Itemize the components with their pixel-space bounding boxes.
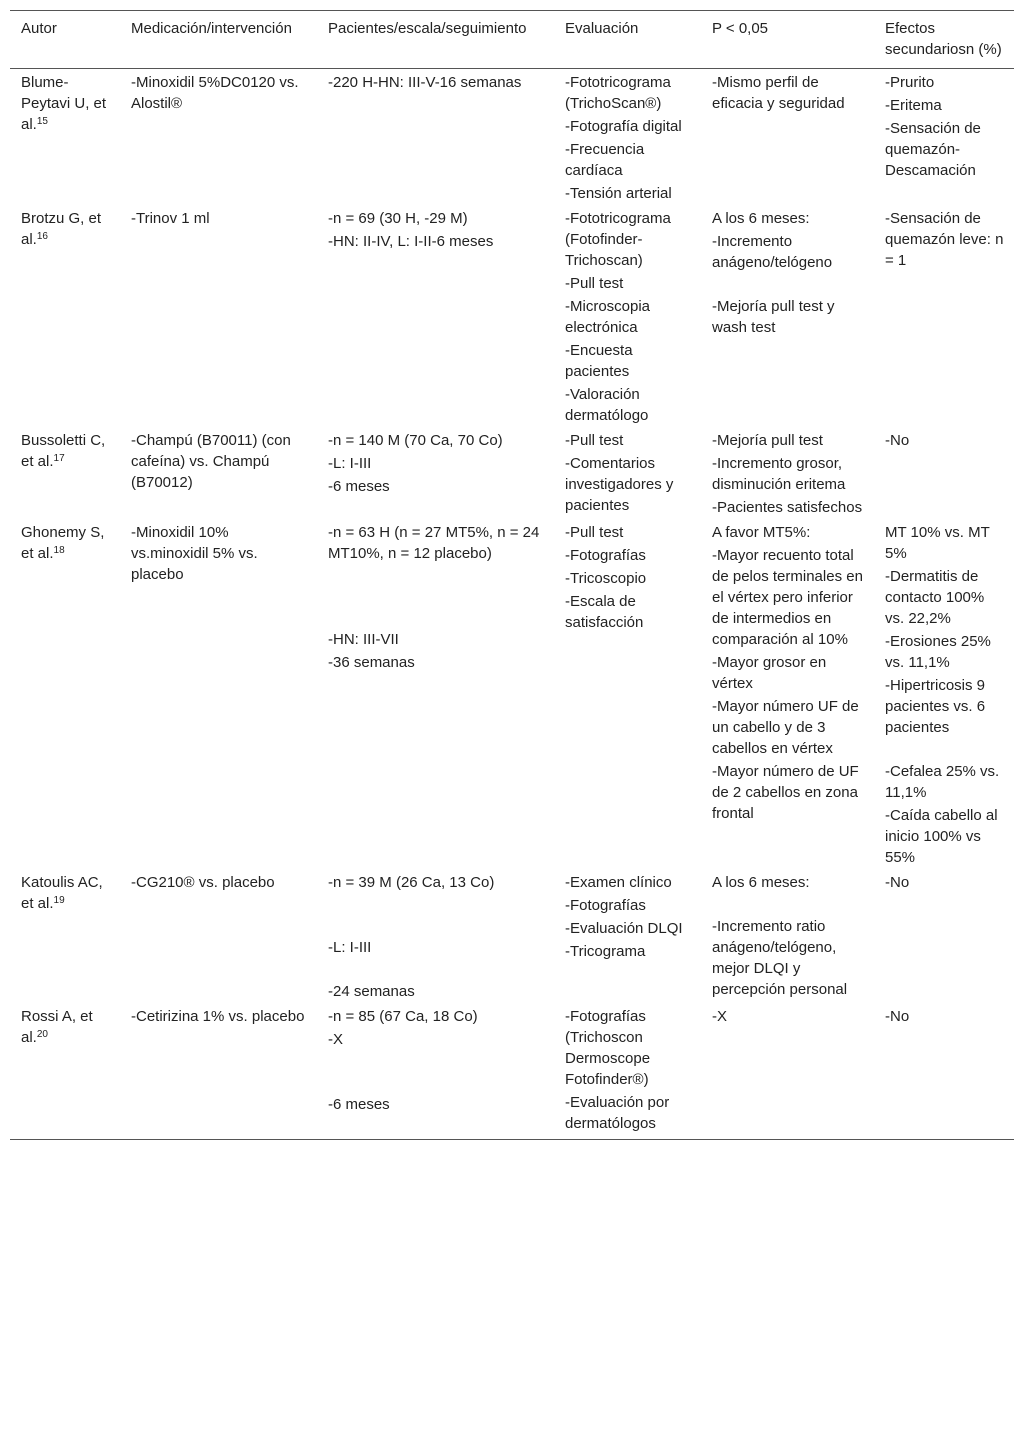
cell-line: -6 meses [328,478,390,495]
cell-evaluacion [554,1005,701,1140]
cell-line: -Fotografías [565,897,646,914]
spacer [328,960,544,981]
cell-line: -CG210® vs. placebo [131,874,275,891]
cell-line: A los 6 meses: [712,874,810,891]
cell-evaluacion [554,69,701,208]
cell-line: -X [712,1008,727,1025]
table-container [10,10,1014,1140]
cell-autor [10,429,120,521]
cell-line: -Minoxidil 10% vs.minoxidil 5% vs. placebo [131,524,258,583]
cell-line: -Mayor recuento total de pelos terminales en el vértex pero inferior de intermedios en comparación al 10% [712,547,863,648]
cell-line: -Cetirizina 1% vs. placebo [131,1008,305,1025]
cell-line: -Sensación de quemazón-Descamación [885,120,981,179]
cell-p-value [701,521,874,871]
cell-medicacion [120,1005,317,1140]
spacer [328,1073,544,1094]
cell-line: -Caída cabello al inicio 100% vs 55% [885,807,998,866]
table-row [10,207,1014,429]
cell-line: -Mejoría pull test y wash test [712,298,835,336]
cell-line: -Microscopia electrónica [565,298,651,336]
cell-line: -Examen clínico [565,874,672,891]
cell-line: -n = 69 (30 H, -29 M) [328,210,468,227]
table-row [10,429,1014,521]
cell-efectos [874,521,1014,871]
cell-evaluacion [554,521,701,871]
cell-pacientes [317,1005,554,1140]
cell-autor [10,1005,120,1140]
cell-line: -220 H-HN: III-V-16 semanas [328,74,522,91]
table-row [10,521,1014,871]
spacer [328,566,544,587]
reference-number: 20 [36,1029,48,1040]
cell-line: -n = 140 M (70 Ca, 70 Co) [328,432,503,449]
cell-line: -Frecuencia cardíaca [565,141,645,179]
cell-line: -Mayor número de UF de 2 cabellos en zona frontal [712,763,859,822]
cell-efectos [874,429,1014,521]
cell-medicacion [120,69,317,208]
cell-p-value [701,69,874,208]
cell-autor [10,207,120,429]
cell-line: -No [885,432,910,449]
cell-line: A favor MT5%: [712,524,811,541]
cell-pacientes [317,69,554,208]
cell-line: -Incremento grosor, disminución eritema [712,455,846,493]
cell-line: -Fotografías [565,547,646,564]
cell-line: -Comentarios investigadores y pacientes [565,455,674,514]
cell-line: -Mayor número UF de un cabello y de 3 cabellos en vértex [712,698,859,757]
cell-line: -No [885,1008,910,1025]
author-name: Katoulis AC, et al. [21,874,103,912]
cell-line: -36 semanas [328,654,415,671]
cell-pacientes [317,207,554,429]
spacer [328,916,544,937]
clinical-studies-table [10,10,1014,1140]
cell-line: -Evaluación por dermatólogos [565,1094,670,1132]
cell-line: -Minoxidil 5%DC0120 vs. Alostil® [131,74,299,112]
table-row [10,69,1014,208]
cell-line: -Mayor grosor en vértex [712,654,827,692]
cell-efectos [874,207,1014,429]
cell-line: -Sensación de quemazón leve: n = 1 [885,210,1004,269]
cell-evaluacion [554,207,701,429]
cell-line: -n = 85 (67 Ca, 18 Co) [328,1008,478,1025]
cell-line: -Mismo perfil de eficacia y seguridad [712,74,845,112]
cell-medicacion [120,521,317,871]
cell-line: -24 semanas [328,983,415,1000]
cell-line: -Encuesta pacientes [565,342,633,380]
cell-line: -Champú (B70011) (con cafeína) vs. Champú (B70012) [131,432,291,491]
cell-line: -n = 39 M (26 Ca, 13 Co) [328,874,495,891]
spacer [885,740,1004,761]
spacer [328,1052,544,1073]
header-medicacion: Medicación/intervención [120,11,317,69]
cell-autor [10,871,120,1005]
cell-line: -No [885,874,910,891]
cell-line: -Escala de satisfacción [565,593,644,631]
table-header-row [10,11,1014,69]
cell-medicacion [120,429,317,521]
spacer [712,275,864,296]
cell-line: -Incremento ratio anágeno/telógeno, mejor DLQI y percepción personal [712,918,848,998]
cell-p-value [701,429,874,521]
cell-line: -Trinov 1 ml [131,210,210,227]
cell-line: A los 6 meses: [712,210,810,227]
spacer [328,608,544,629]
cell-p-value [701,207,874,429]
cell-line: -Valoración dermatólogo [565,386,649,424]
spacer [328,587,544,608]
cell-efectos [874,1005,1014,1140]
cell-line: -Cefalea 25% vs. 11,1% [885,763,1000,801]
reference-number: 16 [36,231,48,242]
cell-line: -X [328,1031,343,1048]
cell-line: -Fototricograma (Fotofinder-Trichoscan) [565,210,671,269]
cell-line: -Pull test [565,432,624,449]
cell-line: -n = 63 H (n = 27 MT5%, n = 24 MT10%, n = 12 placebo) [328,524,540,562]
cell-p-value [701,1005,874,1140]
cell-line: -Prurito [885,74,935,91]
cell-efectos [874,871,1014,1005]
header-pacientes: Pacientes/escala/seguimiento [317,11,554,69]
cell-line: -Fotografía digital [565,118,682,135]
cell-efectos [874,69,1014,208]
cell-line: -Evaluación DLQI [565,920,683,937]
author-name: Rossi A, et al. [21,1008,93,1046]
reference-number: 17 [53,453,65,464]
header-efectos: Efectos secundariosn (%) [874,11,1014,69]
cell-line: MT 10% vs. MT 5% [885,524,990,562]
cell-line: -Dermatitis de contacto 100% vs. 22,2% [885,568,985,627]
cell-line: -HN: II-IV, L: I-II-6 meses [328,233,494,250]
cell-evaluacion [554,871,701,1005]
cell-line: -Tensión arterial [565,185,672,202]
table-row [10,1005,1014,1140]
cell-pacientes [317,871,554,1005]
cell-line: -Fotografías (Trichoscon Dermoscope Fotofinder®) [565,1008,651,1088]
cell-autor [10,69,120,208]
cell-line: -Tricograma [565,943,646,960]
cell-line: -Pull test [565,275,624,292]
cell-line: -Pull test [565,524,624,541]
spacer [328,895,544,916]
cell-line: -L: I-III [328,455,372,472]
reference-number: 18 [53,545,65,556]
cell-p-value [701,871,874,1005]
cell-evaluacion [554,429,701,521]
reference-number: 15 [36,116,48,127]
author-name: Blume-Peytavi U, et al. [21,74,107,133]
header-autor: Autor [10,11,120,69]
cell-line: -Mejoría pull test [712,432,823,449]
header-p-value: P < 0,05 [701,11,874,69]
header-evaluacion: Evaluación [554,11,701,69]
cell-line: -Incremento anágeno/telógeno [712,233,833,271]
cell-line: -HN: III-VII [328,631,399,648]
cell-medicacion [120,207,317,429]
cell-line: -Fototricograma (TrichoScan®) [565,74,671,112]
spacer [712,895,864,916]
author-name: Brotzu G, et al. [21,210,102,248]
reference-number: 19 [53,895,65,906]
cell-line: -L: I-III [328,939,372,956]
cell-medicacion [120,871,317,1005]
author-name: Bussoletti C, et al. [21,432,106,470]
cell-line: -Tricoscopio [565,570,647,587]
author-name: Ghonemy S, et al. [21,524,105,562]
table-row [10,871,1014,1005]
cell-line: -Hipertricosis 9 pacientes vs. 6 pacientes [885,677,986,736]
cell-line: -6 meses [328,1096,390,1113]
cell-line: -Pacientes satisfechos [712,499,863,516]
cell-line: -Eritema [885,97,942,114]
cell-pacientes [317,429,554,521]
cell-autor [10,521,120,871]
cell-line: -Erosiones 25% vs. 11,1% [885,633,991,671]
cell-pacientes [317,521,554,871]
